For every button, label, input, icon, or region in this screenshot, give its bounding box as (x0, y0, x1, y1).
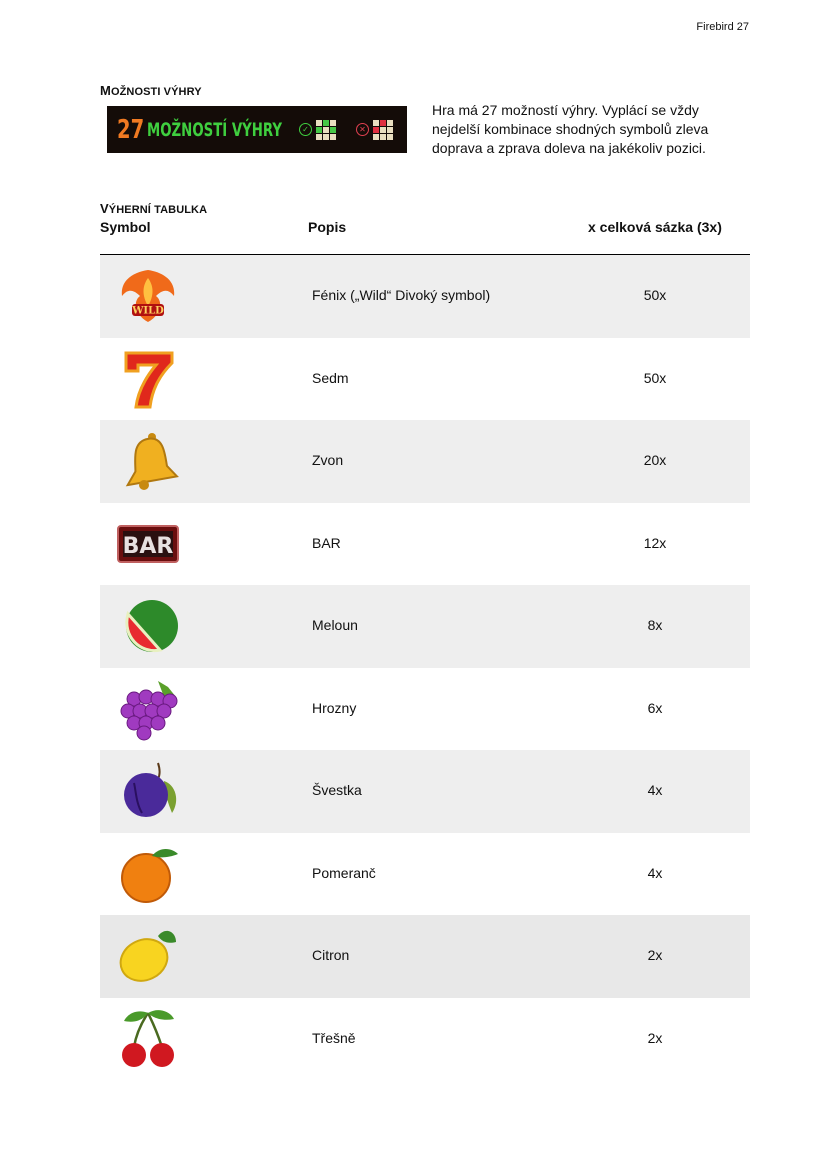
symbol-payout: 4x (647, 864, 663, 881)
symbol-name: Hrozny (312, 699, 357, 716)
ways-heading: MOŽNOSTI VÝHRY (100, 83, 202, 98)
plum-icon (114, 757, 182, 825)
table-row (100, 833, 750, 916)
svg-text:WILD: WILD (132, 305, 164, 317)
symbol-payout: 50x (643, 369, 667, 386)
symbol-name: Pomeranč (312, 864, 376, 881)
ways-banner (107, 106, 407, 153)
symbol-name: Švestka (312, 782, 362, 798)
ways-description: Hra má 27 možností výhry. Vyplácí se vždy nejdelší kombinace shodných symbolů zleva doprava a zprava doleva na jakékoliv pozici. (432, 102, 709, 156)
symbol-name: Citron (312, 947, 350, 963)
column-header-symbol: Symbol (100, 219, 151, 235)
symbol-name: Fénix („Wild“ Divoký symbol) (312, 287, 491, 303)
check-icon: ✓ (299, 123, 312, 136)
svg-text:BAR: BAR (122, 533, 174, 559)
symbol-name: Meloun (312, 617, 358, 633)
symbol-payout: 12x (643, 534, 667, 551)
column-header-payout: x celková sázka (3x) (588, 219, 722, 235)
symbol-name: BAR (312, 534, 341, 551)
table-row (100, 255, 750, 338)
orange-icon (114, 840, 182, 908)
table-row (100, 668, 750, 751)
table-row (100, 420, 750, 503)
symbol-name: Třešně (312, 1029, 356, 1046)
symbol-payout: 20x (643, 452, 667, 468)
paytable-rows (100, 255, 750, 1080)
symbol-name: Zvon (312, 452, 344, 468)
table-row (100, 750, 750, 833)
symbol-payout: 8x (647, 617, 663, 633)
cherries-icon (114, 1005, 182, 1073)
phoenix-wild-icon (114, 262, 182, 330)
symbol-payout: 2x (647, 1029, 663, 1046)
bell-icon (114, 427, 182, 495)
page-header-title: Firebird 27 (696, 21, 749, 33)
paytable-heading: VÝHERNÍ TABULKA (100, 201, 208, 216)
symbol-payout: 50x (643, 287, 667, 303)
table-row (100, 338, 750, 421)
symbol-payout: 2x (647, 947, 663, 963)
bar-icon (114, 510, 182, 578)
ways-banner-text: MOŽNOSTÍ VÝHRY (147, 118, 283, 141)
lose-grid-icon (373, 120, 393, 140)
table-row (100, 998, 750, 1081)
symbol-payout: 6x (647, 699, 663, 716)
table-row (100, 503, 750, 586)
symbol-name: Sedm (312, 369, 349, 386)
table-row (100, 585, 750, 668)
ways-banner-number: 27 (117, 114, 145, 145)
cross-icon: ✕ (356, 123, 369, 136)
symbol-payout: 4x (647, 782, 663, 798)
table-row (100, 915, 750, 998)
watermelon-icon (114, 592, 182, 660)
column-header-description: Popis (308, 219, 347, 235)
lemon-icon (114, 922, 182, 990)
win-grid-icon (316, 120, 336, 140)
grapes-icon (114, 675, 182, 743)
seven-icon (114, 345, 182, 413)
